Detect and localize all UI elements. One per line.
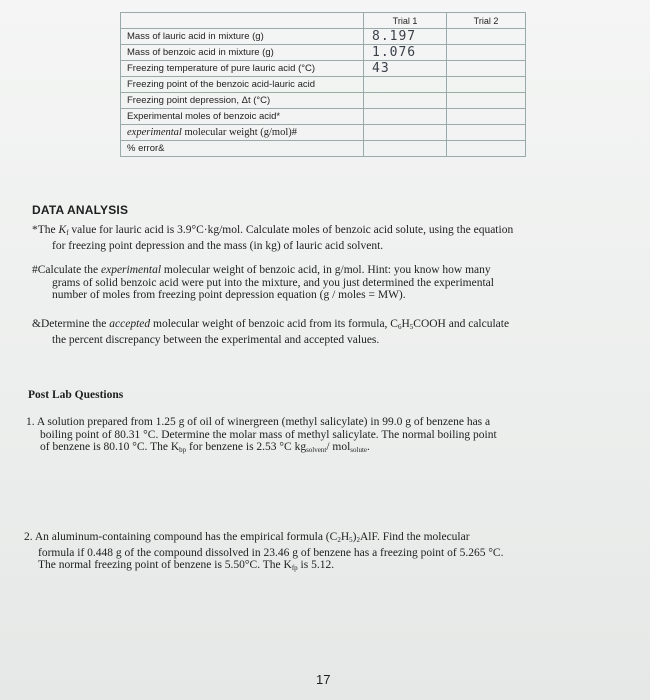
text-segment: 2 xyxy=(356,536,360,544)
text-segment: solute xyxy=(350,446,368,454)
table-row xyxy=(121,141,526,157)
paragraph-line xyxy=(32,224,632,240)
row-label-rest: molecular weight (g/mol)# xyxy=(181,127,297,138)
row-label-italic: experimental xyxy=(127,127,182,138)
row-label: % error& xyxy=(121,141,364,157)
table-row xyxy=(121,109,526,125)
data-analysis-paragraph-3 xyxy=(32,318,632,346)
trial1-value xyxy=(364,77,447,93)
text-segment: is 5.12. xyxy=(297,559,335,571)
text-segment: &Determine the xyxy=(32,318,110,330)
text-segment: bp xyxy=(179,446,187,454)
trial2-value xyxy=(447,77,526,93)
text-segment: solvent xyxy=(306,446,327,454)
row-label: Mass of lauric acid in mixture (g) xyxy=(121,29,364,45)
paragraph-line: for freezing point depression and the mass (in kg) of lauric acid solvent. xyxy=(52,239,384,252)
table-header-blank xyxy=(121,13,364,29)
post-lab-question-1 xyxy=(26,416,636,457)
text-segment: 2. An aluminum-containing compound has the empirical formula (C xyxy=(24,531,338,543)
row-label xyxy=(121,125,364,141)
data-analysis-paragraph-1 xyxy=(32,224,632,252)
paragraph-line: the percent discrepancy between the experimental and accepted values. xyxy=(52,333,380,346)
table-row xyxy=(121,77,526,93)
text-segment: AlF. Find the molecular xyxy=(359,531,470,543)
trial1-value: 43 xyxy=(364,61,447,77)
paragraph-line xyxy=(24,531,639,547)
trial2-value xyxy=(447,141,526,157)
data-analysis-heading: DATA ANALYSIS xyxy=(32,203,129,217)
trial2-value xyxy=(447,45,526,61)
table-header-trial1: Trial 1 xyxy=(364,13,447,29)
paragraph-line xyxy=(32,318,632,334)
text-segment: 6 xyxy=(397,323,402,331)
trial1-value: 1.076 xyxy=(364,45,447,61)
text-segment: / mol xyxy=(326,441,351,453)
text-segment: fp xyxy=(291,564,298,572)
row-label: Freezing point depression, Δt (°C) xyxy=(121,93,364,109)
table-row xyxy=(121,125,526,141)
trial2-value xyxy=(447,109,526,125)
text-segment: for benzene is 2.53 °C kg xyxy=(186,441,307,453)
text-segment: 5 xyxy=(409,323,414,331)
text-segment: value for lauric acid is 3.9°C·kg/mol. Calculate moles of benzoic acid solute, using the equation xyxy=(68,224,514,236)
table-row xyxy=(121,61,526,77)
text-segment: K xyxy=(58,224,67,236)
text-segment: ) xyxy=(352,531,357,543)
trial2-value xyxy=(447,125,526,141)
text-segment: molecular weight of benzoic acid from its formula, C xyxy=(150,318,398,330)
paragraph-line: grams of solid benzoic acid were put into the mixture, and you just determined the experimental xyxy=(52,276,494,289)
paragraph-line xyxy=(26,441,636,457)
paragraph-line: 1. A solution prepared from 1.25 g of oil of winergreen (methyl salicylate) in 99.0 g of benzene has a xyxy=(26,416,491,428)
trial2-value xyxy=(447,61,526,77)
data-table xyxy=(120,12,526,157)
post-lab-question-2 xyxy=(24,531,639,575)
row-label: Experimental moles of benzoic acid* xyxy=(121,109,364,125)
paragraph-line: number of moles from freezing point depression equation (g / moles = MW). xyxy=(52,289,406,301)
text-segment: 5 xyxy=(349,536,353,544)
text-segment: H xyxy=(401,318,410,330)
text-segment: The normal freezing point of benzene is 5.50°C. The K xyxy=(38,559,292,571)
table-row xyxy=(121,93,526,109)
text-segment: *The xyxy=(32,224,59,236)
trial2-value xyxy=(447,29,526,45)
row-label: Mass of benzoic acid in mixture (g) xyxy=(121,45,364,61)
text-segment: . xyxy=(367,441,370,453)
post-lab-heading: Post Lab Questions xyxy=(28,389,124,401)
text-segment: f xyxy=(66,229,69,237)
data-analysis-paragraph-2 xyxy=(32,264,632,302)
text-segment: of benzene is 80.10 °C. The K xyxy=(40,441,180,453)
text-segment: 2 xyxy=(337,536,341,544)
text-segment: COOH and calculate xyxy=(413,318,510,330)
trial1-value: 8.197 xyxy=(364,29,447,45)
paragraph-line: formula if 0.448 g of the compound dissolved in 23.46 g of benzene has a freezing point of 5.265 °C. xyxy=(38,546,504,559)
row-label: Freezing temperature of pure lauric acid (°C) xyxy=(121,61,364,77)
paragraph-line xyxy=(32,264,632,277)
text-segment: accepted xyxy=(109,318,151,330)
trial1-value xyxy=(364,125,447,141)
trial1-value xyxy=(364,109,447,125)
text-segment: H xyxy=(340,531,350,543)
table-row xyxy=(121,29,526,45)
trial1-value xyxy=(364,93,447,109)
table-header-trial2: Trial 2 xyxy=(447,13,526,29)
table-row xyxy=(121,45,526,61)
page-number: 17 xyxy=(316,672,331,687)
text-segment: #Calculate the xyxy=(32,264,101,276)
trial2-value xyxy=(447,93,526,109)
row-label: Freezing point of the benzoic acid-lauric acid xyxy=(121,77,364,93)
text-segment: experimental xyxy=(100,264,162,276)
trial1-value xyxy=(364,141,447,157)
paragraph-line: boiling point of 80.31 °C. Determine the molar mass of methyl salicylate. The normal boiling point xyxy=(40,428,497,441)
text-segment: molecular weight of benzoic acid, in g/mol. Hint: you know how many xyxy=(161,264,491,276)
paragraph-line xyxy=(24,559,639,575)
table-header-row xyxy=(121,13,526,29)
